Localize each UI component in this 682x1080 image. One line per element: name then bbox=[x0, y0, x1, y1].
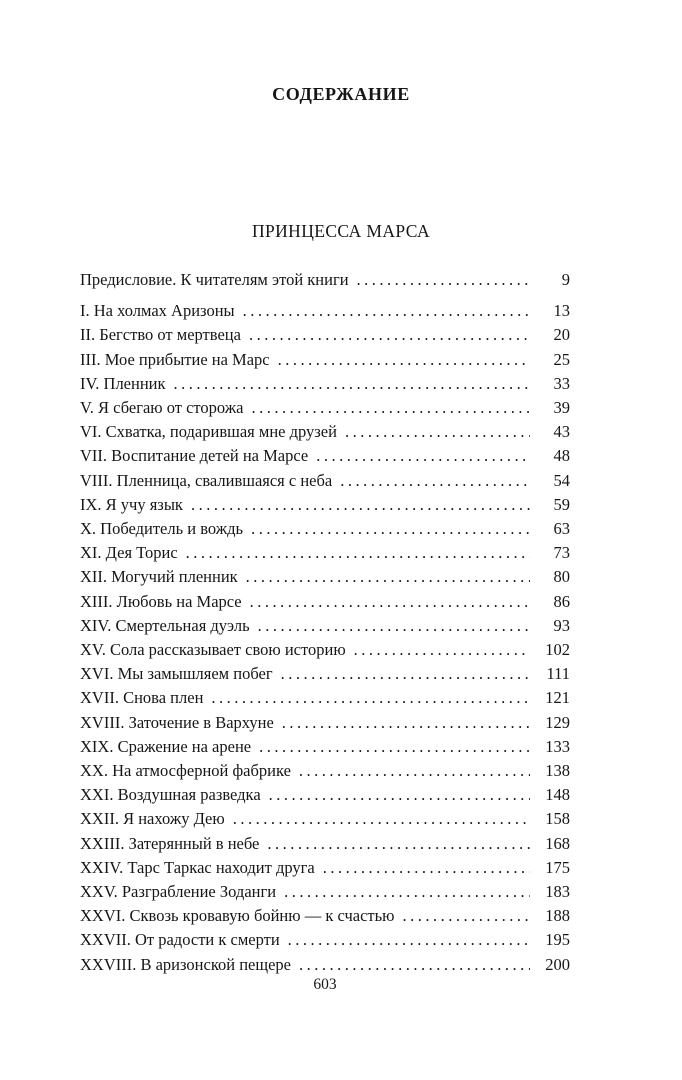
dot-leader bbox=[246, 565, 530, 589]
toc-entry-label: XIII. Любовь на Марсе bbox=[80, 591, 242, 611]
toc-entry-page: 133 bbox=[545, 736, 570, 756]
toc-entry-label: II. Бегство от мертвеца bbox=[80, 325, 241, 345]
dot-leader bbox=[186, 541, 530, 565]
contents-heading: СОДЕРЖАНИЕ bbox=[272, 84, 410, 104]
toc-entry bbox=[80, 832, 570, 856]
dot-leader bbox=[258, 614, 530, 638]
dot-leader bbox=[211, 686, 530, 710]
toc-entry-page: 168 bbox=[545, 833, 570, 853]
toc-entry-label: XII. Могучий пленник bbox=[80, 567, 238, 587]
toc-entry-label: XXVI. Сквозь кровавую бойню — к счастью bbox=[80, 906, 395, 926]
toc-entry-page: 54 bbox=[553, 470, 570, 490]
dot-leader bbox=[174, 372, 530, 396]
toc-entry bbox=[80, 880, 570, 904]
toc-entry-page: 39 bbox=[553, 398, 570, 418]
dot-leader bbox=[345, 420, 530, 444]
dot-leader bbox=[354, 638, 530, 662]
dot-leader bbox=[267, 832, 530, 856]
toc-entry-page: 188 bbox=[545, 906, 570, 926]
toc-entry-label: XXIII. Затерянный в небе bbox=[80, 833, 260, 853]
toc-entry-label: VII. Воспитание детей на Марсе bbox=[80, 446, 309, 466]
toc-entry-label: XXII. Я нахожу Дею bbox=[80, 809, 225, 829]
toc-entry-page: 59 bbox=[553, 494, 570, 514]
toc-entry-page: 102 bbox=[545, 640, 570, 660]
toc-entry-page: 158 bbox=[545, 809, 570, 829]
dot-leader bbox=[251, 517, 530, 541]
toc-entry-label: VIII. Пленница, свалившаяся с неба bbox=[80, 470, 333, 490]
toc-entry bbox=[80, 686, 570, 710]
toc-entry-page: 111 bbox=[546, 664, 570, 684]
toc-entry-label: I. На холмах Аризоны bbox=[80, 301, 235, 321]
toc-entry bbox=[80, 807, 570, 831]
toc-entry-label: V. Я сбегаю от сторожа bbox=[80, 398, 244, 418]
toc-entry-page: 33 bbox=[553, 373, 570, 393]
toc-entry-label: XXV. Разграбление Зоданги bbox=[80, 882, 277, 902]
dot-leader bbox=[340, 469, 530, 493]
toc-entry-label: XVIII. Заточение в Вархуне bbox=[80, 712, 274, 732]
toc-entry bbox=[80, 396, 570, 420]
toc-entry bbox=[80, 299, 570, 323]
toc-entry-label: XIV. Смертельная дуэль bbox=[80, 615, 250, 635]
dot-leader bbox=[284, 880, 530, 904]
toc-entry bbox=[80, 444, 570, 468]
toc-entry bbox=[80, 268, 570, 292]
toc-entry-label: Предисловие. К читателям этой книги bbox=[80, 270, 349, 289]
toc-entry-label: XXVIII. В аризонской пещере bbox=[80, 954, 291, 974]
toc-entry bbox=[80, 711, 570, 735]
toc-entry bbox=[80, 662, 570, 686]
dot-leader bbox=[299, 953, 530, 977]
toc-entry bbox=[80, 953, 570, 977]
toc-entry-page: 183 bbox=[545, 882, 570, 902]
toc-entry-label: XVII. Снова плен bbox=[80, 688, 204, 708]
toc-entry-page: 48 bbox=[553, 446, 570, 466]
toc-entry bbox=[80, 493, 570, 517]
toc-entry-page: 175 bbox=[545, 857, 570, 877]
dot-leader bbox=[252, 396, 531, 420]
dot-leader bbox=[299, 759, 530, 783]
toc-entry-label: IV. Пленник bbox=[80, 373, 166, 393]
toc-entry-label: XI. Дея Торис bbox=[80, 543, 178, 563]
dot-leader bbox=[249, 323, 530, 347]
toc-list bbox=[80, 268, 570, 977]
toc-entry-page: 138 bbox=[545, 761, 570, 781]
dot-leader bbox=[402, 904, 530, 928]
toc-entry-page: 93 bbox=[553, 615, 570, 635]
toc-entry-label: XXI. Воздушная разведка bbox=[80, 785, 261, 805]
toc-entry bbox=[80, 469, 570, 493]
toc-entry-label: III. Мое прибытие на Марс bbox=[80, 349, 270, 369]
toc-entry-page: 80 bbox=[553, 567, 570, 587]
toc-entry-label: XV. Сола рассказывает свою историю bbox=[80, 640, 346, 660]
dot-leader bbox=[357, 268, 530, 292]
toc-entry-page: 25 bbox=[553, 349, 570, 369]
dot-leader bbox=[288, 928, 530, 952]
dot-leader bbox=[269, 783, 530, 807]
toc-entry bbox=[80, 783, 570, 807]
dot-leader bbox=[191, 493, 530, 517]
dot-leader bbox=[278, 348, 530, 372]
toc-entry-page: 9 bbox=[561, 270, 570, 289]
toc-entry bbox=[80, 735, 570, 759]
toc-entry bbox=[80, 638, 570, 662]
toc-entry-page: 73 bbox=[553, 543, 570, 563]
toc-entry bbox=[80, 323, 570, 347]
dot-leader bbox=[281, 662, 530, 686]
toc-entry-page: 129 bbox=[545, 712, 570, 732]
toc-entry bbox=[80, 517, 570, 541]
dot-leader bbox=[282, 711, 530, 735]
dot-leader bbox=[323, 856, 530, 880]
section-title: ПРИНЦЕССА МАРСА bbox=[251, 221, 431, 241]
toc-entry bbox=[80, 614, 570, 638]
toc-entry-label: VI. Схватка, подарившая мне друзей bbox=[80, 422, 337, 442]
toc-entry-page: 200 bbox=[545, 954, 570, 974]
dot-leader bbox=[250, 590, 530, 614]
dot-leader bbox=[243, 299, 530, 323]
toc-entry-page: 86 bbox=[553, 591, 570, 611]
toc-entry-page: 20 bbox=[553, 325, 570, 345]
dot-leader bbox=[233, 807, 530, 831]
toc-entry-label: X. Победитель и вождь bbox=[80, 519, 244, 539]
toc-entry-page: 121 bbox=[545, 688, 570, 708]
toc-entry bbox=[80, 565, 570, 589]
toc-entry bbox=[80, 904, 570, 928]
dot-leader bbox=[259, 735, 530, 759]
toc-entry bbox=[80, 420, 570, 444]
toc-entry bbox=[80, 372, 570, 396]
toc-entry bbox=[80, 590, 570, 614]
toc-entry-page: 43 bbox=[553, 422, 570, 442]
toc-entry-page: 63 bbox=[553, 519, 570, 539]
toc-entry bbox=[80, 928, 570, 952]
toc-entry bbox=[80, 348, 570, 372]
toc-entry bbox=[80, 856, 570, 880]
toc-entry bbox=[80, 759, 570, 783]
toc-entry-label: XXIV. Тарс Таркас находит друга bbox=[80, 857, 315, 877]
toc-entry-page: 13 bbox=[553, 301, 570, 321]
toc-entry-label: XXVII. От радости к смерти bbox=[80, 930, 280, 950]
toc-entry-label: XIX. Сражение на арене bbox=[80, 736, 252, 756]
toc-entry-label: XVI. Мы замышляем побег bbox=[80, 664, 273, 684]
dot-leader bbox=[316, 444, 530, 468]
toc-entry-label: IX. Я учу язык bbox=[80, 494, 183, 514]
toc-entry bbox=[80, 541, 570, 565]
footer-page-number: 603 bbox=[313, 976, 337, 993]
toc-entry-page: 195 bbox=[545, 930, 570, 950]
toc-entry-label: XX. На атмосферной фабрике bbox=[80, 761, 291, 781]
toc-entry-page: 148 bbox=[545, 785, 570, 805]
